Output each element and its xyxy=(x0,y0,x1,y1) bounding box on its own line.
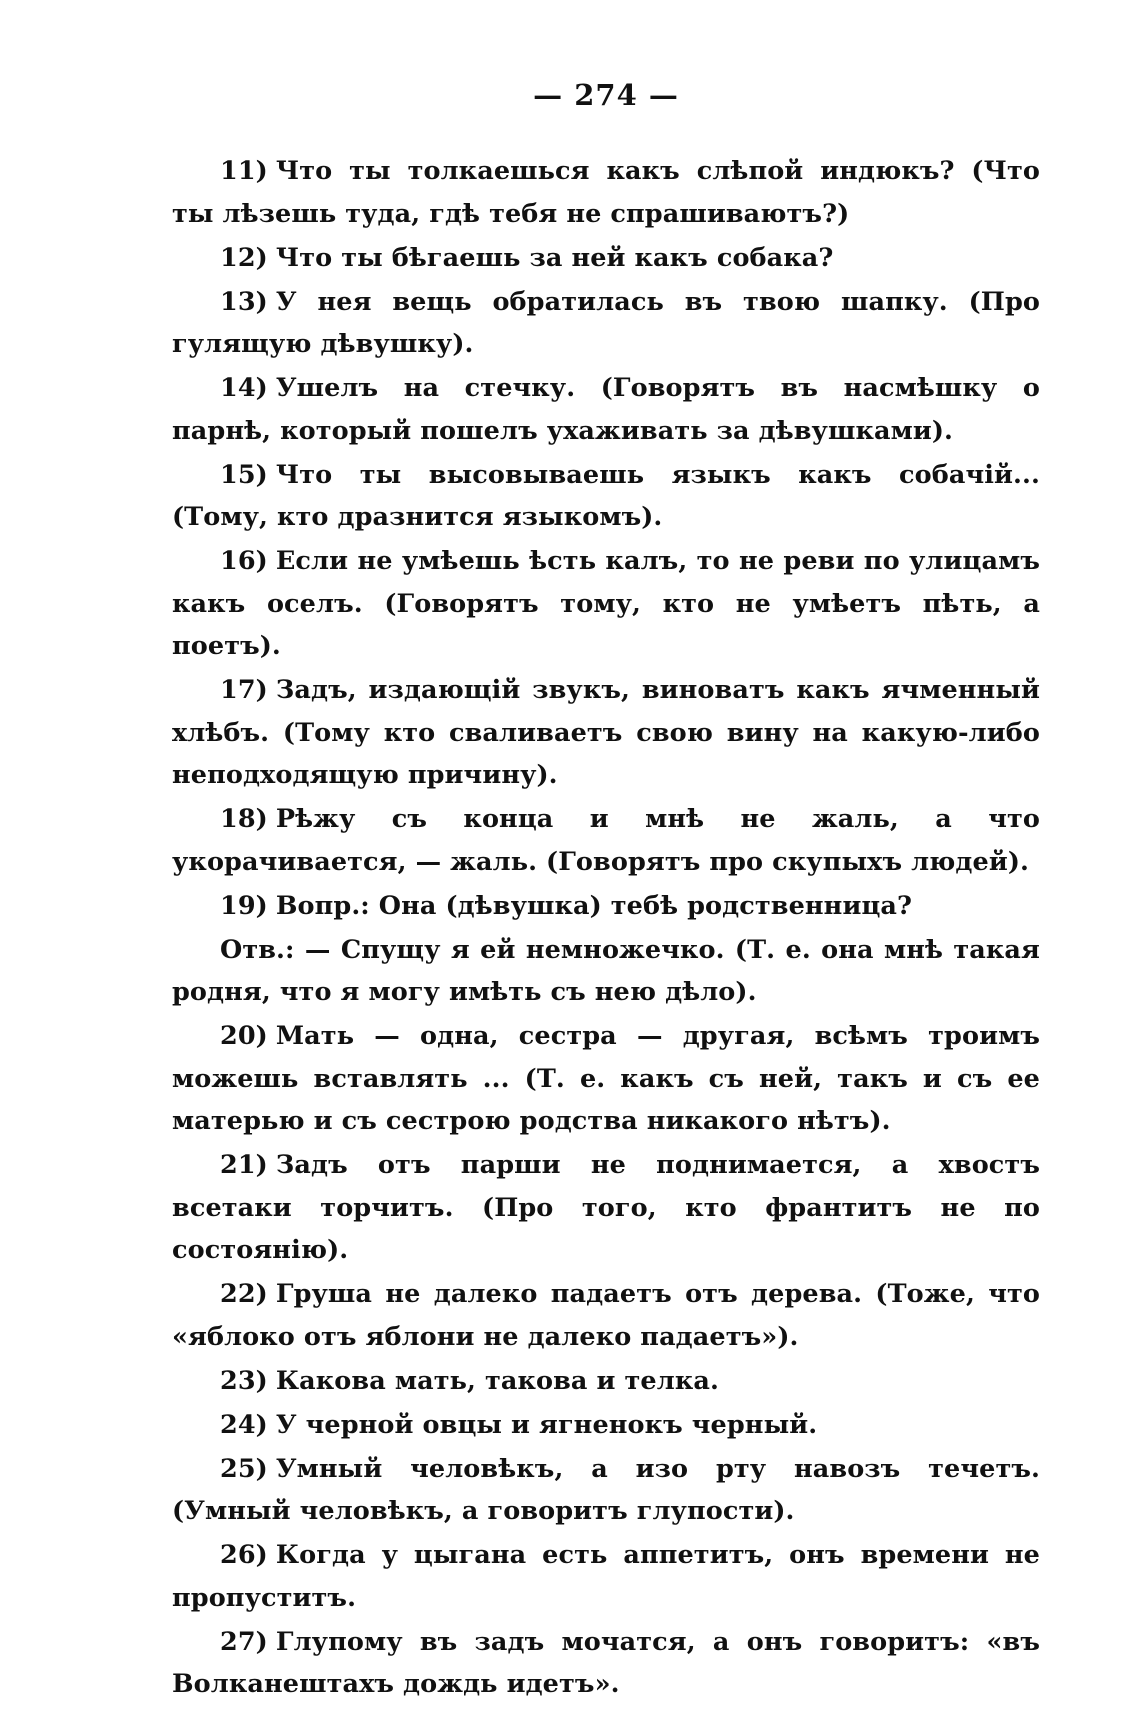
page-number: — 274 — xyxy=(533,78,679,112)
proverb-text: Если не умѣешь ѣсть калъ, то не реви по улицамъ какъ оселъ. (Говорятъ тому, кто не умѣетъ пѣть, а поетъ). xyxy=(172,546,1040,661)
proverb-text: У черной овцы и ягненокъ черный. xyxy=(275,1409,818,1440)
proverb-number: 19) xyxy=(220,890,268,921)
proverb-number: 16) xyxy=(220,546,268,576)
proverb-number: 26) xyxy=(220,1540,268,1570)
proverb-number: 21) xyxy=(220,1150,268,1180)
proverb-text: Ушелъ на стечку. (Говорятъ въ насмѣшку о парнѣ, который пошелъ ухаживать за дѣвушками). xyxy=(172,373,1040,446)
proverb-entry xyxy=(172,1404,1040,1447)
proverb-entry xyxy=(172,929,1040,1014)
proverb-entry xyxy=(172,150,1040,235)
proverb-text: У нея вещь обратилась въ твою шапку. (Про гулящую дѣвушку). xyxy=(172,286,1040,359)
proverb-number: 14) xyxy=(220,373,268,403)
proverb-text: Что ты толкаешься какъ слѣпой индюкъ? (Что ты лѣзешь туда, гдѣ тебя не спрашиваютъ?) xyxy=(172,156,1040,229)
proverb-entry xyxy=(172,1144,1040,1272)
proverb-entry xyxy=(172,1448,1040,1533)
proverb-text: Задъ, издающій звукъ, виноватъ какъ ячменный хлѣбъ. (Тому кто сваливаетъ свою вину на какую-либо неподходящую причину). xyxy=(172,675,1040,790)
proverb-entry xyxy=(172,281,1040,366)
proverb-entry xyxy=(172,1621,1040,1706)
proverb-entry xyxy=(172,367,1040,452)
proverb-number: 20) xyxy=(220,1021,268,1051)
proverb-text: Отв.: — Спущу я ей немножечко. (Т. е. она мнѣ такая родня, что я могу имѣть съ нею дѣло). xyxy=(172,934,1040,1007)
proverb-text: Глупому въ задъ мочатся, а онъ говоритъ: «въ Волканештахъ дождь идетъ». xyxy=(172,1626,1040,1699)
proverb-number: 11) xyxy=(220,156,268,186)
proverb-text: Какова мать, такова и телка. xyxy=(275,1365,719,1396)
proverb-number: 24) xyxy=(220,1409,268,1440)
proverb-number: 23) xyxy=(220,1365,268,1396)
proverb-entry xyxy=(172,454,1040,539)
proverb-text: Что ты бѣгаешь за ней какъ собака? xyxy=(275,242,834,273)
proverb-entry xyxy=(172,798,1040,883)
proverb-entry xyxy=(172,1273,1040,1358)
proverb-text: Груша не далеко падаетъ отъ дерева. (Тоже, что «яблоко отъ яблони не далеко падаетъ»). xyxy=(172,1279,1040,1352)
proverb-text: Когда у цыгана есть аппетитъ, онъ времени не пропуститъ. xyxy=(172,1540,1040,1613)
proverb-text: Что ты высовываешь языкъ какъ собачій... (Тому, кто дразнится языкомъ). xyxy=(172,459,1040,532)
proverb-number: 25) xyxy=(220,1453,268,1484)
proverb-number: 17) xyxy=(220,675,268,705)
proverb-entry xyxy=(172,1534,1040,1619)
proverb-list xyxy=(172,150,1040,1706)
proverb-number: 18) xyxy=(220,804,268,834)
proverb-number: 15) xyxy=(220,459,268,490)
proverb-text: Задъ отъ парши не поднимается, а хвостъ всетаки торчитъ. (Про того, кто франтитъ не по состоянію). xyxy=(172,1150,1040,1265)
proverb-number: 22) xyxy=(220,1279,268,1309)
proverb-text: Умный человѣкъ, а изо рту навозъ течетъ. (Умный человѣкъ, а говоритъ глупости). xyxy=(172,1453,1040,1526)
proverb-number: 13) xyxy=(220,286,268,317)
proverb-entry xyxy=(172,237,1040,280)
proverb-number: 12) xyxy=(220,242,268,273)
proverb-number: 27) xyxy=(220,1626,268,1657)
proverb-text: Рѣжу съ конца и мнѣ не жаль, а что укорачивается, — жаль. (Говорятъ про скупыхъ людей). xyxy=(172,804,1040,877)
proverb-entry xyxy=(172,1360,1040,1403)
proverb-entry xyxy=(172,540,1040,668)
proverb-text: Мать — одна, сестра — другая, всѣмъ троимъ можешь вставлять ... (Т. е. какъ съ ней, такъ и съ ее матерью и съ сестрою родства никакого нѣтъ). xyxy=(172,1021,1040,1136)
proverb-text: Вопр.: Она (дѣвушка) тебѣ родственница? xyxy=(275,890,913,921)
proverb-entry xyxy=(172,1015,1040,1143)
proverb-entry xyxy=(172,885,1040,928)
proverb-entry xyxy=(172,669,1040,797)
